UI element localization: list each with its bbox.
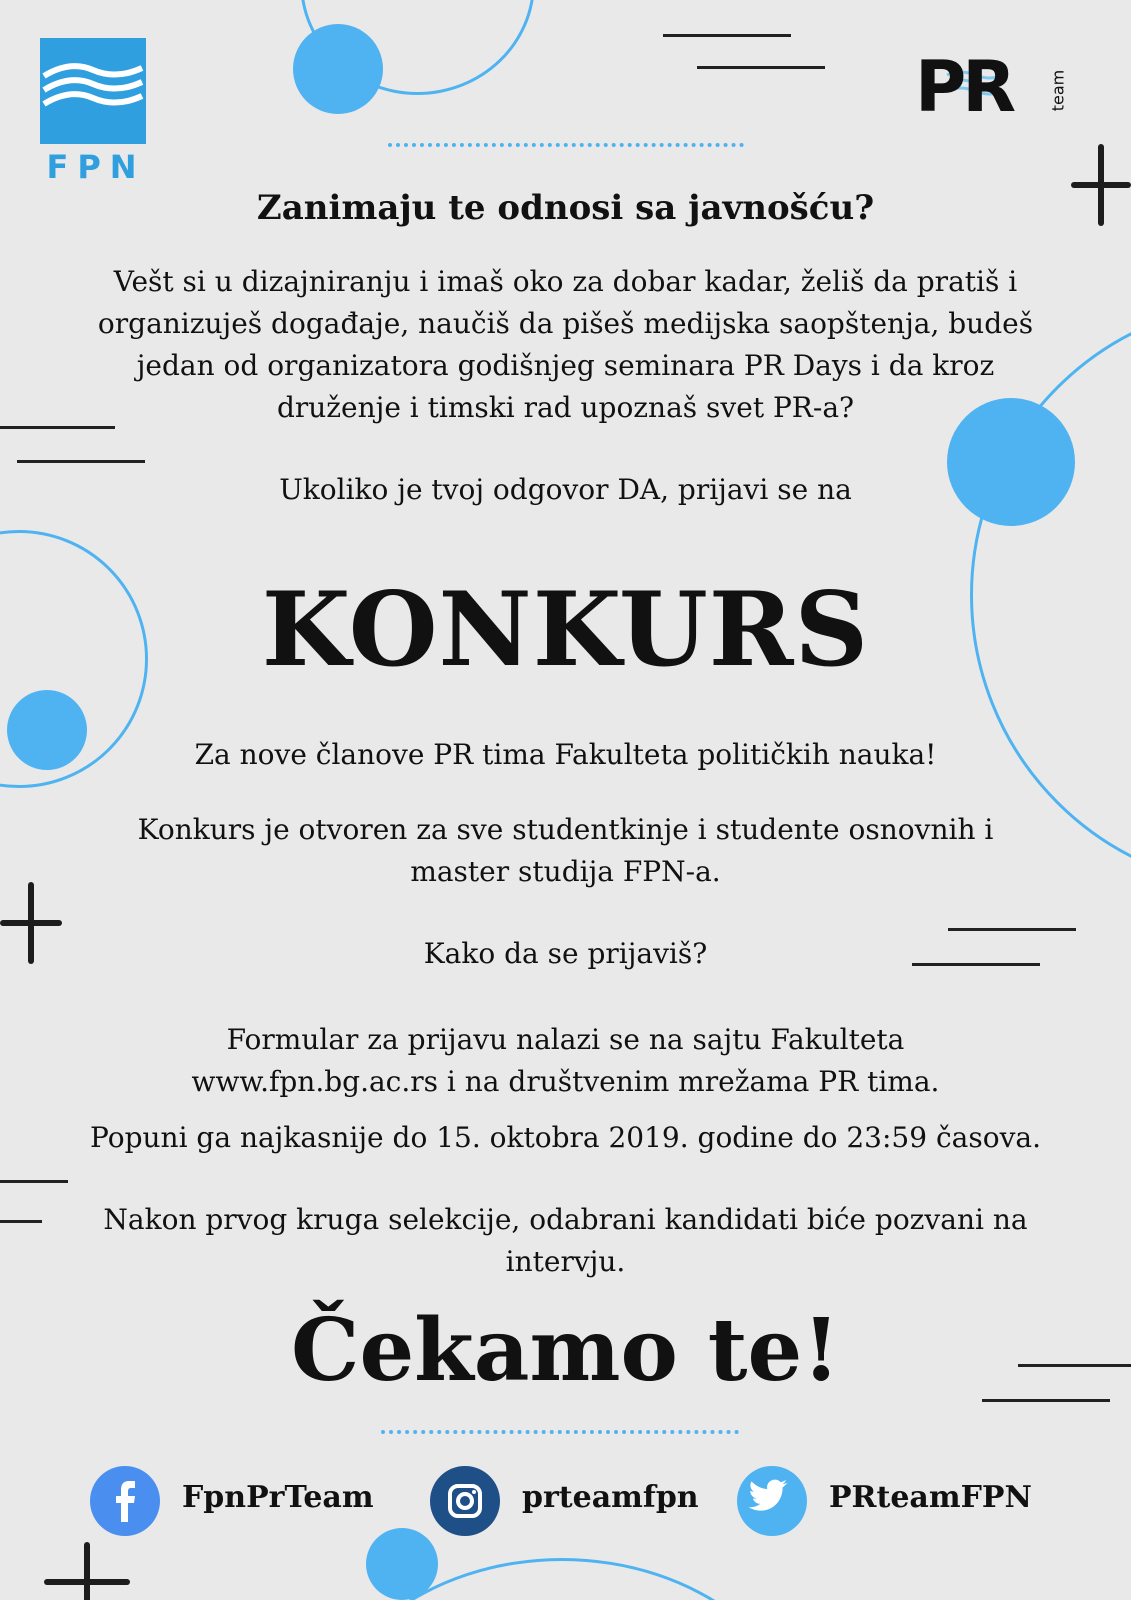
instagram-handle[interactable]: prteamfpn [522,1480,699,1515]
facebook-icon [90,1466,160,1536]
facebook-handle[interactable]: FpnPrTeam [182,1480,374,1515]
how-to-apply: Kako da se prijaviš? [423,937,708,970]
decorative-line [0,1180,68,1183]
decorative-line [17,460,145,463]
decorative-dot [366,1528,438,1600]
twitter-icon [737,1466,807,1536]
pr-team-logo [915,46,1085,128]
answer-line: Ukoliko je tvoj odgovor DA, prijavi se na [279,473,852,506]
decorative-line [948,928,1076,931]
open-line: Konkurs je otvoren za sve studentkinje i studente osnovnih i [137,813,994,846]
form-line: Formular za prijavu nalazi se na sajtu Fakulteta [226,1023,905,1056]
decorative-plus [44,1542,130,1600]
subtitle: Za nove članove PR tima Fakulteta političkih nauka! [194,738,937,771]
fpn-logo-text: FPN [46,148,146,186]
social-facebook[interactable] [90,1466,374,1536]
dotted-divider [388,143,744,151]
intro-line: Vešt si u dizajniranju i imaš oko za dobar kadar, želiš da pratiš i [113,265,1018,298]
twitter-handle[interactable]: PRteamFPN [829,1480,1032,1515]
konkurs-title: KONKURS [261,570,870,690]
heading: Zanimaju te odnosi sa javnošću? [256,188,875,228]
form-line: www.fpn.bg.ac.rs i na društvenim mrežama PR tima. [191,1065,940,1098]
pr-logo-subtext: team [1048,69,1068,112]
intro-line: jedan od organizatora godišnjeg seminara PR Days i da kroz [136,349,995,382]
dotted-divider [381,1430,739,1438]
selection-line: intervju. [505,1245,626,1278]
selection-line: Nakon prvog kruga selekcije, odabrani kandidati biće pozvani na [103,1203,1028,1236]
decorative-line [663,34,791,37]
pr-logo-text: PR [915,46,1013,128]
intro-line: druženje i timski rad upoznaš svet PR-a? [276,391,855,424]
intro-line: organizuješ događaje, naučiš da pišeš medijska saopštenja, budeš [97,307,1034,340]
decorative-dot [293,24,383,114]
instagram-icon [430,1466,500,1536]
decorative-line [697,66,825,69]
fpn-logo [40,38,146,186]
social-instagram[interactable] [430,1466,699,1536]
closing-title: Čekamo te! [291,1300,840,1401]
open-line: master studija FPN-a. [410,855,721,888]
fpn-logo-mark [40,38,146,144]
deadline-line: Popuni ga najkasnije do 15. oktobra 2019. godine do 23:59 časova. [90,1121,1041,1154]
social-twitter[interactable] [737,1466,1032,1536]
